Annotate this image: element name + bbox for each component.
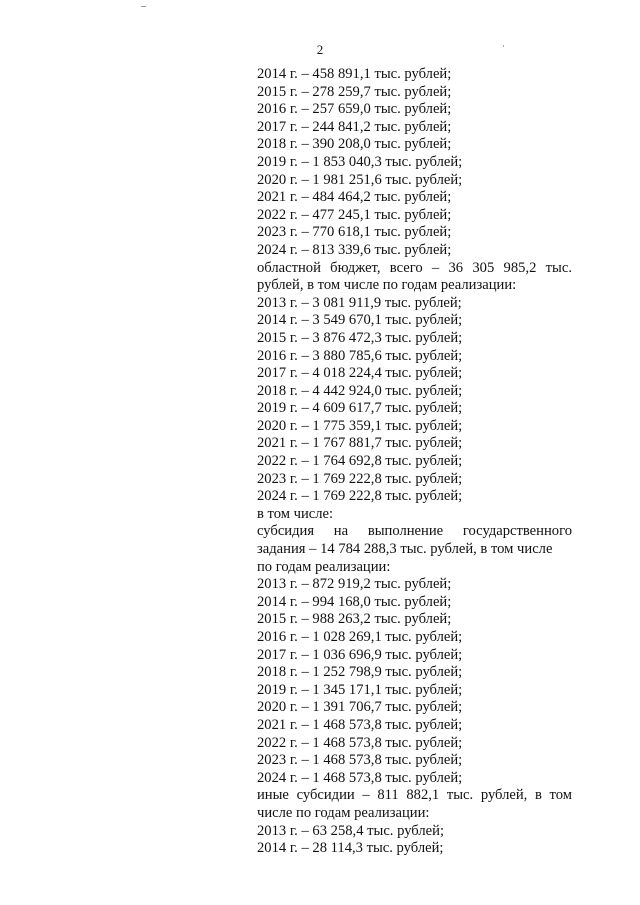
text-line: 2020 г. – 1 981 251,6 тыс. рублей; [257,171,463,188]
text-line: 2024 г. – 1 769 222,8 тыс. рублей; [257,488,463,505]
text-line: 2022 г. – 477 245,1 тыс. рублей; [257,206,452,223]
text-line: 2015 г. – 278 259,7 тыс. рублей; [257,83,452,100]
text-line: 2014 г. – 28 114,3 тыс. рублей; [257,840,444,857]
text-line: 2022 г. – 1 468 573,8 тыс. рублей; [257,734,463,751]
text-line: 2021 г. – 1 767 881,7 тыс. рублей; [257,435,463,452]
text-line: 2023 г. – 770 618,1 тыс. рублей; [257,224,452,241]
scan-artifact-mark [141,6,146,7]
text-line: рублей, в том числе по годам реализации: [257,277,517,294]
text-line: 2013 г. – 63 258,4 тыс. рублей; [257,822,444,839]
text-line: 2019 г. – 4 609 617,7 тыс. рублей; [257,400,463,417]
text-line: 2017 г. – 1 036 696,9 тыс. рублей; [257,646,463,663]
text-line: задания – 14 784 288,3 тыс. рублей, в том числе [257,541,553,558]
text-line: 2016 г. – 1 028 269,1 тыс. рублей; [257,629,463,645]
text-line: 2024 г. – 813 339,6 тыс. рублей; [257,241,452,258]
text-line: 2014 г. – 994 168,0 тыс. рублей; [257,593,452,610]
text-line: 2019 г. – 1 853 040,3 тыс. рублей; [257,153,463,170]
text-line: 2016 г. – 257 659,0 тыс. рублей; [257,101,452,118]
page-number: 2 [316,42,324,57]
text-line: 2017 г. – 4 018 224,4 тыс. рублей; [257,365,463,382]
text-line: областной бюджет, всего – 36 305 985,2 тыс. [257,259,572,276]
text-line: 2018 г. – 4 442 924,0 тыс. рублей; [257,382,463,399]
text-line: 2013 г. – 872 919,2 тыс. рублей; [257,576,452,593]
text-line: 2020 г. – 1 775 359,1 тыс. рублей; [257,417,463,434]
text-line: 2020 г. – 1 391 706,7 тыс. рублей; [257,699,463,716]
text-line: 2021 г. – 1 468 573,8 тыс. рублей; [257,716,463,733]
text-line: 2014 г. – 458 891,1 тыс. рублей; [257,66,452,82]
text-line: 2018 г. – 1 252 798,9 тыс. рублей; [257,664,463,681]
text-line: 2016 г. – 3 880 785,6 тыс. рублей; [257,347,463,364]
text-line: 2013 г. – 3 081 911,9 тыс. рублей; [257,294,462,311]
text-line: по годам реализации: [257,558,391,575]
text-line: 2017 г. – 244 841,2 тыс. рублей; [257,118,452,135]
text-line: 2022 г. – 1 764 692,8 тыс. рублей; [257,453,463,470]
text-line: 2023 г. – 1 468 573,8 тыс. рублей; [257,752,463,769]
financing-text-block [257,66,572,858]
text-line: 2014 г. – 3 549 670,1 тыс. рублей; [257,312,463,329]
text-line: 2015 г. – 3 876 472,3 тыс. рублей; [257,329,463,346]
text-line: субсидия на выполнение государственного [257,523,572,540]
text-line: 2019 г. – 1 345 171,1 тыс. рублей; [257,681,463,698]
text-line: 2021 г. – 484 464,2 тыс. рублей; [257,189,452,206]
text-line: 2015 г. – 988 263,2 тыс. рублей; [257,611,452,628]
text-line: числе по годам реализации: [257,804,430,821]
text-line: 2018 г. – 390 208,0 тыс. рублей; [257,136,452,153]
text-line: 2024 г. – 1 468 573,8 тыс. рублей; [257,769,463,786]
text-line: 2023 г. – 1 769 222,8 тыс. рублей; [257,470,463,487]
text-line: иные субсидии – 811 882,1 тыс. рублей, в том [257,787,572,804]
text-line: в том числе: [257,505,334,522]
